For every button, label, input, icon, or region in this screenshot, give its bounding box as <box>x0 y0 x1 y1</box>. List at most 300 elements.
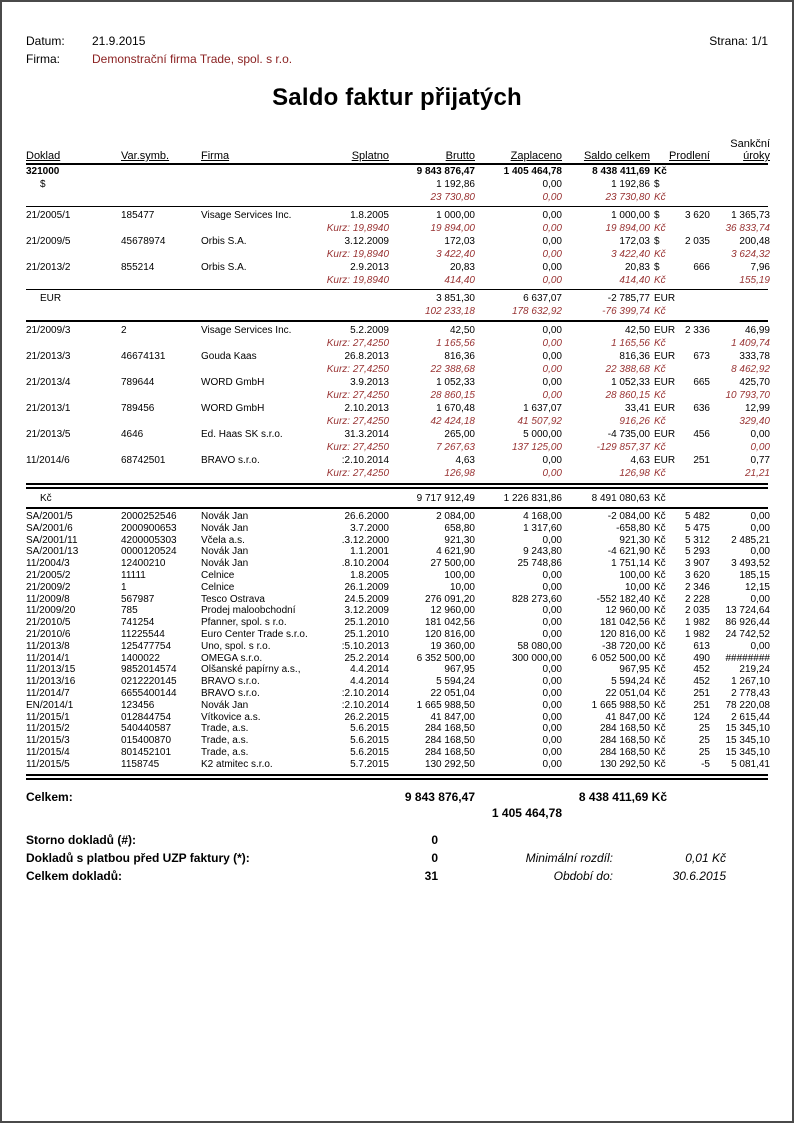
cell-splatno: 26.1.2009 <box>344 581 389 593</box>
cell-zaplaceno: 58 080,00 <box>517 640 562 652</box>
totals-row <box>26 789 768 805</box>
cell-prodleni: 3 907 <box>684 558 710 570</box>
cell-mena: Kč <box>654 617 666 629</box>
table-row <box>26 712 768 724</box>
stats-empty-2 <box>613 833 726 847</box>
cell-splatno: Kurz: 19,8940 <box>326 223 389 234</box>
cell-prodleni: 1 982 <box>684 628 710 640</box>
cell-splatno: 5.6.2015 <box>350 746 389 758</box>
cell-mena: Kč <box>654 758 666 770</box>
cell-mena: Kč <box>654 581 666 593</box>
cell-splatno: Kurz: 27,4250 <box>326 442 389 453</box>
cell-zaplaceno: 0,00 <box>542 569 562 581</box>
cell-varsymb: 45678974 <box>121 236 166 247</box>
table-row <box>26 676 768 688</box>
cell-doklad: SA/2001/6 <box>26 522 73 534</box>
cell-brutto: 172,03 <box>444 236 475 247</box>
cell-doklad: 11/2015/4 <box>26 746 70 758</box>
cell-saldo: -2 084,00 <box>607 511 650 522</box>
separator-line <box>26 483 768 489</box>
cell-uroky: 7,96 <box>750 262 770 273</box>
cell-brutto: 284 168,50 <box>424 735 475 747</box>
cell-saldo: 967,95 <box>619 664 650 676</box>
cell-varsymb: 855214 <box>121 262 155 273</box>
cell-saldo: 284 168,50 <box>599 735 650 747</box>
cell-saldo: 816,36 <box>619 351 650 362</box>
table-row <box>26 511 768 523</box>
cell-uroky: 2 485,21 <box>731 534 770 546</box>
cell-varsymb: 2000252546 <box>121 511 177 522</box>
cell-doklad: 11/2014/6 <box>26 455 70 466</box>
cell-doklad: 21/2010/5 <box>26 617 71 629</box>
cell-saldo: 1 052,33 <box>611 377 650 388</box>
cell-firma: Pfanner, spol. s r.o. <box>201 617 287 629</box>
cell-zaplaceno: 0,00 <box>542 699 562 711</box>
cell-brutto: 1 052,33 <box>436 377 475 388</box>
cell-saldo: -38 720,00 <box>602 640 650 652</box>
cell-brutto: 3 422,40 <box>436 249 475 260</box>
cell-uroky: 0,00 <box>750 442 770 453</box>
table-row <box>26 292 768 305</box>
cell-uroky: 329,40 <box>739 416 770 427</box>
obdobi-label: Období do: <box>553 868 613 883</box>
celkem-dokladu-value: 31 <box>424 868 438 883</box>
cell-varsymb: 12400210 <box>121 558 166 570</box>
cell-zaplaceno: 0,00 <box>542 338 562 349</box>
cell-splatno: .8.10.2004 <box>341 558 389 570</box>
cell-varsymb: 185477 <box>121 210 155 221</box>
table-row <box>26 178 768 191</box>
cell-mena: EUR <box>654 377 676 388</box>
cell-zaplaceno: 0,00 <box>542 351 562 362</box>
cell-doklad: 11/2013/8 <box>26 640 70 652</box>
cell-prodleni: 2 035 <box>684 605 710 617</box>
cell-prodleni: 5 293 <box>684 546 710 558</box>
cell-zaplaceno: 0,00 <box>542 262 562 273</box>
cell-prodleni: 456 <box>693 429 710 440</box>
table-body <box>26 165 768 780</box>
cell-brutto: 102 233,18 <box>424 306 475 317</box>
cell-varsymb: 2 <box>121 325 127 336</box>
cell-prodleni: 5 482 <box>684 511 710 522</box>
cell-brutto: 181 042,56 <box>424 617 475 629</box>
table-row <box>26 523 768 535</box>
cell-saldo: 8 438 411,69 <box>592 166 650 177</box>
cell-prodleni: 5 312 <box>684 534 710 546</box>
cell-splatno: 25.1.2010 <box>344 628 389 640</box>
cell-firma: Ed. Haas SK s.r.o. <box>201 429 283 440</box>
cell-zaplaceno: 0,00 <box>542 210 562 221</box>
cell-splatno: 3.12.2009 <box>344 605 389 617</box>
col-header-brutto: Brutto <box>445 150 475 162</box>
cell-mena: Kč <box>654 275 666 286</box>
table-row <box>26 605 768 617</box>
table-row <box>26 594 768 606</box>
cell-mena: EUR <box>654 325 676 336</box>
cell-brutto: 130 292,50 <box>424 758 475 770</box>
cell-splatno: :5.10.2013 <box>341 640 389 652</box>
cell-varsymb: 4200005303 <box>121 534 177 546</box>
cell-doklad: 21/2009/2 <box>26 581 71 593</box>
datum-label: Datum: <box>26 34 65 48</box>
cell-saldo: 1 165,56 <box>611 338 650 349</box>
cell-saldo: 22 388,68 <box>605 364 650 375</box>
cell-saldo: 1 751,14 <box>611 558 650 570</box>
table-row <box>26 389 768 402</box>
cell-mena: Kč <box>654 223 666 234</box>
cell-brutto: 20,83 <box>449 262 475 273</box>
cell-uroky: 15 345,10 <box>725 735 770 747</box>
cell-saldo: 172,03 <box>619 236 650 247</box>
table-header <box>26 138 768 165</box>
cell-splatno: 3.12.2009 <box>344 236 389 247</box>
cell-splatno: Kurz: 19,8940 <box>326 275 389 286</box>
cell-doklad: 21/2005/1 <box>26 210 71 221</box>
cell-mena: EUR <box>654 429 676 440</box>
cell-firma: Trade, a.s. <box>201 735 249 747</box>
cell-varsymb: 0000120524 <box>121 546 177 558</box>
cell-brutto: 265,00 <box>444 429 475 440</box>
table-row <box>26 235 768 248</box>
summary-stats <box>26 833 768 883</box>
cell-varsymb: 123456 <box>121 699 155 711</box>
cell-uroky: 78 220,08 <box>725 699 770 711</box>
cell-saldo: -4 735,00 <box>607 429 650 440</box>
cell-mena: Kč <box>654 640 666 652</box>
cell-firma: WORD GmbH <box>201 377 265 388</box>
cell-zaplaceno: 0,00 <box>542 534 562 546</box>
cell-saldo: 10,00 <box>624 581 650 593</box>
cell-zaplaceno: 0,00 <box>542 676 562 688</box>
cell-brutto: 4 621,90 <box>436 546 475 558</box>
cell-splatno: 1.8.2005 <box>350 210 389 221</box>
cell-prodleni: 2 346 <box>684 581 710 593</box>
table-row <box>26 428 768 441</box>
cell-prodleni: 2 228 <box>684 593 710 605</box>
cell-firma: BRAVO s.r.o. <box>201 676 260 688</box>
cell-zaplaceno: 0,00 <box>542 664 562 676</box>
cell-zaplaceno: 0,00 <box>542 468 562 479</box>
cell-splatno: 24.5.2009 <box>344 593 389 605</box>
cell-zaplaceno: 1 637,07 <box>523 403 562 414</box>
cell-splatno: 26.2.2015 <box>344 711 389 723</box>
separator-line <box>26 774 768 780</box>
cell-saldo: 1 665 988,50 <box>591 699 650 711</box>
cell-firma: Visage Services Inc. <box>201 210 292 221</box>
cell-uroky: 219,24 <box>739 664 770 676</box>
cell-firma: OMEGA s.r.o. <box>201 652 263 664</box>
cell-zaplaceno: 0,00 <box>542 711 562 723</box>
cell-zaplaceno: 4 168,00 <box>523 511 562 522</box>
cell-zaplaceno: 828 273,60 <box>511 593 562 605</box>
cell-brutto: 5 594,24 <box>436 676 475 688</box>
cell-uroky: 0,00 <box>750 593 770 605</box>
cell-prodleni: 251 <box>693 455 710 466</box>
cell-prodleni: 2 336 <box>684 325 710 336</box>
cell-zaplaceno: 0,00 <box>542 249 562 260</box>
cell-prodleni: 25 <box>698 746 710 758</box>
cell-brutto: 100,00 <box>444 569 475 581</box>
cell-firma: Olšanské papírny a.s., <box>201 664 301 676</box>
cell-saldo: 130 292,50 <box>599 758 650 770</box>
cell-firma: Novák Jan <box>201 546 249 558</box>
cell-splatno: 4.4.2014 <box>350 676 389 688</box>
cell-doklad: 321000 <box>26 166 60 177</box>
cell-mena: Kč <box>654 699 666 711</box>
cell-uroky: 86 926,44 <box>725 617 770 629</box>
cell-zaplaceno: 1 317,60 <box>523 522 562 534</box>
cell-zaplaceno: 0,00 <box>542 390 562 401</box>
cell-splatno: 1.8.2005 <box>350 569 389 581</box>
cell-zaplaceno: 137 125,00 <box>511 442 562 453</box>
cell-zaplaceno: 0,00 <box>542 236 562 247</box>
cell-mena: Kč <box>654 605 666 617</box>
cell-firma: Prodej maloobchodní <box>201 605 296 617</box>
cell-firma: Uno, spol. s r.o. <box>201 640 271 652</box>
totals-saldo: 8 438 411,69 Kč <box>578 789 667 804</box>
cell-zaplaceno: 0,00 <box>542 687 562 699</box>
cell-brutto: 41 847,00 <box>430 711 475 723</box>
col-header-uroky-line2: úroky <box>743 150 770 162</box>
table-row <box>26 209 768 222</box>
table-row <box>26 617 768 629</box>
table-row <box>26 261 768 274</box>
cell-mena: Kč <box>654 468 666 479</box>
datum-row <box>26 32 768 50</box>
cell-mena: EUR <box>654 403 676 414</box>
cell-brutto: 1 000,00 <box>436 210 475 221</box>
cell-splatno: 5.7.2015 <box>350 758 389 770</box>
cell-doklad: 21/2013/4 <box>26 377 71 388</box>
cell-doklad: 21/2013/2 <box>26 262 71 273</box>
cell-saldo: 28 860,15 <box>605 390 650 401</box>
cell-mena: EUR <box>654 351 676 362</box>
cell-brutto: 42 424,18 <box>430 416 475 427</box>
cell-brutto: 9 843 876,47 <box>416 166 475 177</box>
cell-brutto: 126,98 <box>444 468 475 479</box>
table-row <box>26 664 768 676</box>
table-row <box>26 165 768 178</box>
cell-brutto: 10,00 <box>449 581 475 593</box>
cell-doklad: EN/2014/1 <box>26 699 74 711</box>
cell-brutto: 4,63 <box>455 455 475 466</box>
cell-firma: WORD GmbH <box>201 403 265 414</box>
cell-zaplaceno: 0,00 <box>542 192 562 203</box>
cell-mena: Kč <box>654 593 666 605</box>
page-number: Strana: 1/1 <box>709 34 768 48</box>
cell-mena: EUR <box>654 455 676 466</box>
cell-zaplaceno: 0,00 <box>542 325 562 336</box>
cell-firma: Celnice <box>201 569 235 581</box>
cell-varsymb: 012844754 <box>121 711 172 723</box>
col-header-sankcni-uroky <box>710 138 770 162</box>
cell-brutto: 284 168,50 <box>424 746 475 758</box>
cell-brutto: 658,80 <box>444 522 475 534</box>
cell-uroky: 1 365,73 <box>731 210 770 221</box>
totals-brutto: 9 843 876,47 <box>404 789 475 804</box>
table-row <box>26 454 768 467</box>
cell-uroky: 155,19 <box>739 275 770 286</box>
cell-splatno: 31.3.2014 <box>344 429 389 440</box>
table-row <box>26 700 768 712</box>
uzp-value: 0 <box>431 850 438 865</box>
cell-saldo: 126,98 <box>619 468 650 479</box>
cell-brutto: 12 960,00 <box>430 605 475 617</box>
cell-zaplaceno: 0,00 <box>542 377 562 388</box>
table-row <box>26 222 768 235</box>
cell-varsymb: 6655400144 <box>121 687 177 699</box>
cell-brutto: 284 168,50 <box>424 723 475 735</box>
obdobi-value: 30.6.2015 <box>672 868 726 883</box>
cell-mena: Kč <box>654 522 666 534</box>
cell-splatno: Kurz: 19,8940 <box>326 249 389 260</box>
cell-prodleni: 665 <box>693 377 710 388</box>
cell-doklad: SA/2001/5 <box>26 511 73 522</box>
cell-saldo: -4 621,90 <box>607 546 650 558</box>
cell-firma: BRAVO s.r.o. <box>201 687 260 699</box>
cell-brutto: 42,50 <box>449 325 475 336</box>
firma-row <box>26 50 768 68</box>
cell-mena: Kč <box>654 558 666 570</box>
cell-doklad: 11/2015/1 <box>26 711 70 723</box>
cell-uroky: 0,00 <box>750 640 770 652</box>
cell-zaplaceno: 178 632,92 <box>511 306 562 317</box>
cell-brutto: 1 192,86 <box>436 179 475 190</box>
cell-brutto: 120 816,00 <box>424 628 475 640</box>
cell-varsymb: 1400022 <box>121 652 160 664</box>
totals-row-2 <box>26 805 768 821</box>
cell-mena: Kč <box>654 364 666 375</box>
cell-firma: Visage Services Inc. <box>201 325 292 336</box>
cell-doklad: SA/2001/13 <box>26 546 79 558</box>
cell-brutto: 28 860,15 <box>430 390 475 401</box>
cell-uroky: 12,15 <box>744 581 770 593</box>
cell-prodleni: 673 <box>693 351 710 362</box>
storno-label: Storno dokladů (#): <box>26 832 136 847</box>
cell-mena: Kč <box>654 192 666 203</box>
cell-doklad: 11/2004/3 <box>26 558 70 570</box>
cell-doklad: SA/2001/11 <box>26 534 78 546</box>
firma-label: Firma: <box>26 52 60 66</box>
cell-doklad: $ <box>40 179 46 190</box>
cell-saldo: 6 052 500,00 <box>591 652 650 664</box>
cell-brutto: 7 267,63 <box>436 442 475 453</box>
cell-mena: $ <box>654 210 660 221</box>
cell-uroky: 10 793,70 <box>725 390 770 401</box>
cell-varsymb: 9852014574 <box>121 664 177 676</box>
cell-mena: Kč <box>654 338 666 349</box>
cell-brutto: 23 730,80 <box>430 192 475 203</box>
cell-mena: Kč <box>654 652 666 664</box>
col-header-varsymb: Var.symb. <box>121 150 170 162</box>
cell-firma: Trade, a.s. <box>201 746 249 758</box>
cell-firma: Novák Jan <box>201 558 249 570</box>
cell-firma: K2 atmitec s.r.o. <box>201 758 273 770</box>
col-header-zaplaceno: Zaplaceno <box>510 150 562 162</box>
cell-saldo: 5 594,24 <box>611 676 650 688</box>
col-header-splatno: Splatno <box>351 150 389 162</box>
cell-varsymb: 567987 <box>121 593 155 605</box>
cell-uroky: 8 462,92 <box>731 364 770 375</box>
celkem-dokladu-label: Celkem dokladů: <box>26 868 123 883</box>
cell-uroky: 21,21 <box>744 468 770 479</box>
cell-splatno: Kurz: 27,4250 <box>326 338 389 349</box>
cell-varsymb: 801452101 <box>121 746 172 758</box>
table-row <box>26 629 768 641</box>
cell-zaplaceno: 0,00 <box>542 581 562 593</box>
table-row <box>26 376 768 389</box>
cell-uroky: 15 345,10 <box>725 723 770 735</box>
cell-prodleni: 490 <box>693 652 710 664</box>
cell-splatno: :2.10.2014 <box>341 687 389 699</box>
cell-prodleni: 636 <box>693 403 710 414</box>
stats-empty-1 <box>438 833 613 847</box>
cell-prodleni: 25 <box>698 735 710 747</box>
cell-mena: Kč <box>654 493 666 504</box>
table-row <box>26 546 768 558</box>
cell-doklad: Kč <box>40 493 52 504</box>
cell-saldo: 414,40 <box>619 275 650 286</box>
cell-firma: Tesco Ostrava <box>201 593 265 605</box>
cell-brutto: 27 500,00 <box>430 558 475 570</box>
table-row <box>26 735 768 747</box>
cell-brutto: 6 352 500,00 <box>416 652 475 664</box>
cell-varsymb: 11225544 <box>121 628 165 640</box>
cell-doklad: 11/2015/5 <box>26 758 70 770</box>
cell-mena: Kč <box>654 166 667 177</box>
cell-prodleni: 3 620 <box>684 210 710 221</box>
cell-uroky: 1 409,74 <box>731 338 770 349</box>
cell-mena: Kč <box>654 534 666 546</box>
col-header-saldo: Saldo celkem <box>583 150 650 162</box>
cell-saldo: 120 816,00 <box>599 628 650 640</box>
cell-varsymb: 2000900653 <box>121 522 177 534</box>
cell-zaplaceno: 0,00 <box>542 179 562 190</box>
cell-doklad: 21/2009/5 <box>26 236 71 247</box>
cell-doklad: 11/2009/20 <box>26 605 76 617</box>
cell-prodleni: 452 <box>693 664 710 676</box>
cell-brutto: 19 894,00 <box>430 223 475 234</box>
cell-splatno: 3.9.2013 <box>350 377 389 388</box>
cell-varsymb: 015400870 <box>121 735 172 747</box>
cell-uroky: 3 493,52 <box>731 558 770 570</box>
cell-prodleni: -5 <box>701 758 710 770</box>
cell-doklad: 11/2014/7 <box>26 687 70 699</box>
table-row <box>26 305 768 318</box>
cell-splatno: 2.10.2013 <box>344 403 389 414</box>
cell-prodleni: 5 475 <box>684 522 710 534</box>
cell-uroky: 2 615,44 <box>731 711 770 723</box>
cell-mena: EUR <box>654 293 676 304</box>
min-rozdil-value: 0,01 Kč <box>685 850 726 865</box>
cell-zaplaceno: 0,00 <box>542 746 562 758</box>
cell-varsymb: 46674131 <box>121 351 166 362</box>
cell-saldo: -129 857,37 <box>596 442 650 453</box>
table-row <box>26 337 768 350</box>
cell-firma: BRAVO s.r.o. <box>201 455 260 466</box>
cell-firma: Trade, a.s. <box>201 723 249 735</box>
cell-varsymb: 789644 <box>121 377 155 388</box>
separator-line <box>26 320 768 322</box>
table-row <box>26 535 768 547</box>
cell-zaplaceno: 0,00 <box>542 617 562 629</box>
cell-splatno: 25.1.2010 <box>344 617 389 629</box>
cell-mena: Kč <box>654 249 666 260</box>
cell-uroky: 0,00 <box>750 429 770 440</box>
table-row <box>26 324 768 337</box>
table-row <box>26 363 768 376</box>
cell-uroky: 12,99 <box>744 403 770 414</box>
